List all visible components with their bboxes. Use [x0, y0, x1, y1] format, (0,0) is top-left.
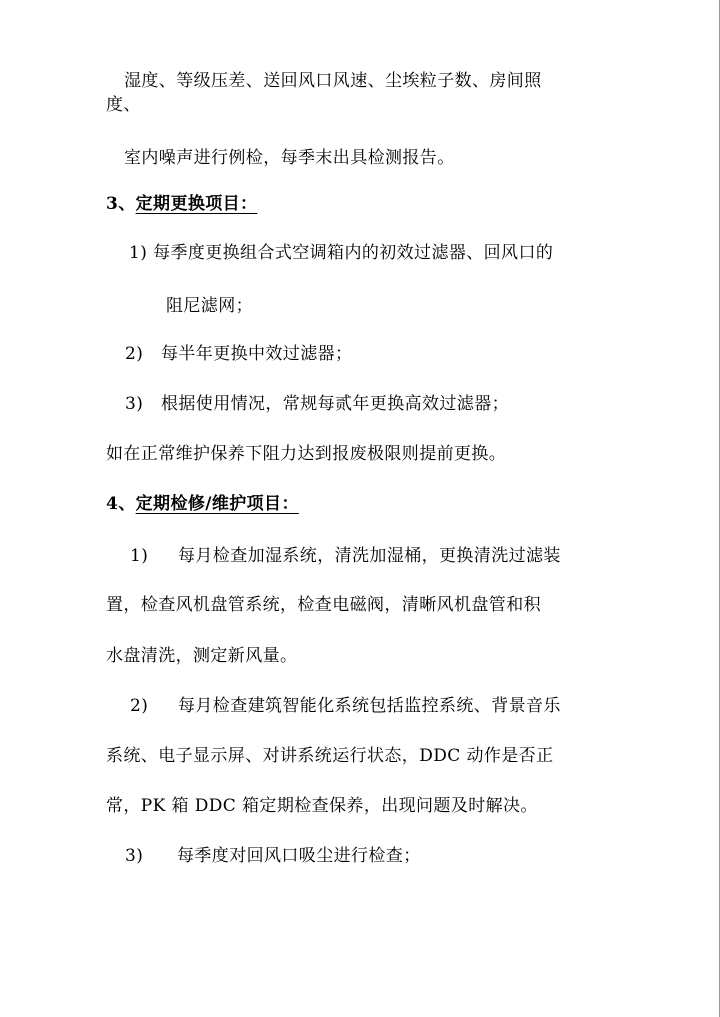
paragraph-line: 如在正常维护保养下阻力达到报废极限则提前更换。 — [106, 444, 507, 464]
list-item — [129, 242, 553, 264]
list-item-number: 2) — [130, 696, 149, 716]
list-item-text: 每季度对回风口吸尘进行检查； — [177, 846, 421, 866]
list-item-continuation: 系统、电子显示屏、对讲系统运行状态，DDC 动作是否正 — [106, 746, 554, 766]
section-number: 3、 — [106, 194, 136, 214]
list-item-number: 1) — [130, 546, 149, 566]
paragraph-line: 湿度、等级压差、送回风口风速、尘埃粒子数、房间照 — [124, 71, 542, 91]
list-item — [125, 845, 421, 867]
list-item-text: 每月检查加湿系统，清洗加湿桶，更换清洗过滤装 — [178, 546, 561, 566]
list-item-continuation: 阻尼滤网； — [166, 296, 253, 316]
list-item-continuation: 水盘清洗，测定新风量。 — [106, 646, 298, 666]
list-item — [130, 695, 561, 717]
list-item — [125, 393, 509, 415]
list-item-number: 3) — [125, 846, 144, 866]
list-item — [125, 343, 352, 365]
paragraph-line: 室内噪声进行例检，每季末出具检测报告。 — [124, 148, 455, 168]
list-item — [130, 545, 561, 567]
list-item-continuation: 常，PK 箱 DDC 箱定期检查保养，出现问题及时解决。 — [106, 796, 538, 816]
section-title: 定期更换项目： — [135, 194, 258, 214]
list-item-text: 每季度更换组合式空调箱内的初效过滤器、回风口的 — [153, 243, 554, 263]
list-item-text: 根据使用情况，常规每贰年更换高效过滤器； — [161, 394, 509, 414]
section-heading-4 — [106, 493, 299, 515]
section-number: 4、 — [106, 494, 136, 514]
section-title: 定期检修/维护项目： — [135, 494, 299, 514]
list-item-text: 每半年更换中效过滤器； — [161, 344, 353, 364]
list-item-text: 每月检查建筑智能化系统包括监控系统、背景音乐 — [178, 696, 561, 716]
list-item-number: 3) — [125, 394, 144, 414]
list-item-number: 1) — [129, 243, 148, 263]
section-heading-3 — [106, 193, 257, 215]
paragraph-line: 度、 — [106, 95, 141, 115]
list-item-continuation: 置，检查风机盘管系统，检查电磁阀，清晰风机盘管和积 — [106, 595, 541, 615]
list-item-number: 2) — [125, 344, 144, 364]
